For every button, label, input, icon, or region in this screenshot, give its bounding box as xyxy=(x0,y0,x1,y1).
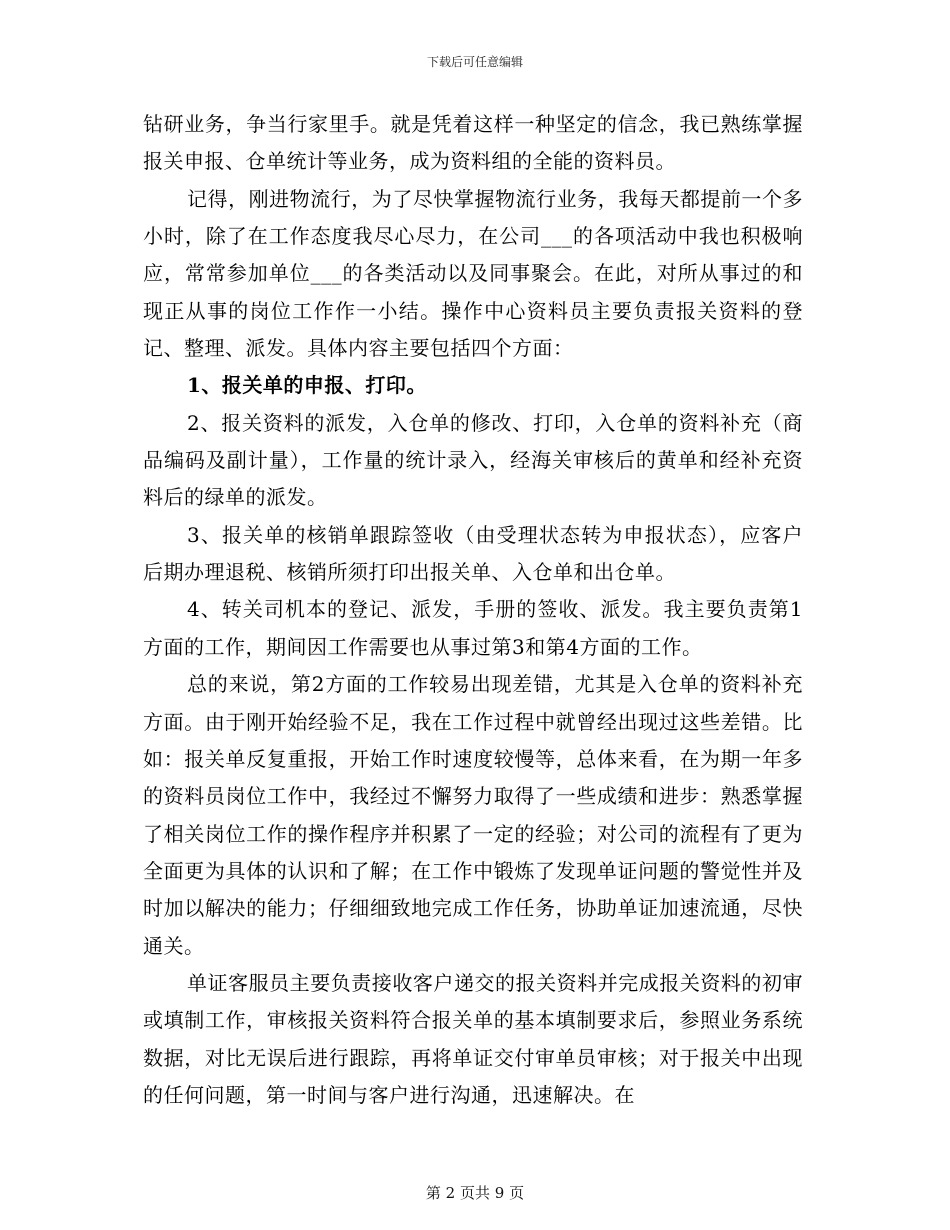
paragraph-customer-service: 单证客服员主要负责接收客户递交的报关资料并完成报关资料的初审或填制工作，审核报关资料符合报关单的基本填制要求后，参照业务系统数据，对比无误后进行跟踪，再将单证交付审单员审核；对于报关中出现的任何问题，第一时间与客户进行沟通，迅速解决。在 xyxy=(143,970,803,1107)
document-body xyxy=(143,106,803,1114)
page-header: 下载后可任意编辑 xyxy=(426,55,523,69)
paragraph-summary: 总的来说，第2方面的工作较易出现差错，尤其是入仓单的资料补充方面。由于刚开始经验不足，我在工作过程中就曾经出现过这些差错。比如：报关单反复重报，开始工作时速度较慢等，总体来看，在为期一年多的资料员岗位工作中，我经过不懈努力取得了一些成绩和进步：熟悉掌握了相关岗位工作的操作程序并积累了一定的经验；对公司的流程有了更为全面更为具体的认识和了解；在工作中锻炼了发现单证问题的警觉性并及时加以解决的能力；仔细细致地完成工作任务，协助单证加速流通，尽快通关。 xyxy=(143,672,803,958)
list-item-4: 4、转关司机本的登记、派发，手册的签收、派发。我主要负责第1方面的工作，期间因工作需要也从事过第3和第4方面的工作。 xyxy=(143,597,803,659)
paragraph-2: 记得，刚进物流行，为了尽快掌握物流行业务，我每天都提前一个多小时，除了在工作态度我尽心尽力，在公司___的各项活动中我也积极响应，常常参加单位___的各类活动以及同事聚会。在此，对所从事过的和现正从事的岗位工作作一小结。操作中心资料员主要负责报关资料的登记、整理、派发。具体内容主要包括四个方面： xyxy=(143,186,803,361)
list-item-1: 1、报关单的申报、打印。 xyxy=(187,373,427,398)
paragraph-1: 钻研业务，争当行家里手。就是凭着这样一种坚定的信念，我已熟练掌握报关申报、仓单统计等业务，成为资料组的全能的资料员。 xyxy=(143,112,803,174)
page-number: 第 2 页共 9 页 xyxy=(425,1184,525,1202)
list-item-3: 3、报关单的核销单跟踪签收（由受理状态转为申报状态），应客户后期办理退税、核销所须打印出报关单、入仓单和出仓单。 xyxy=(143,522,803,585)
list-item-2: 2、报关资料的派发，入仓单的修改、打印，入仓单的资料补充（商品编码及副计量），工作量的统计录入，经海关审核后的黄单和经补充资料后的绿单的派发。 xyxy=(143,410,803,510)
